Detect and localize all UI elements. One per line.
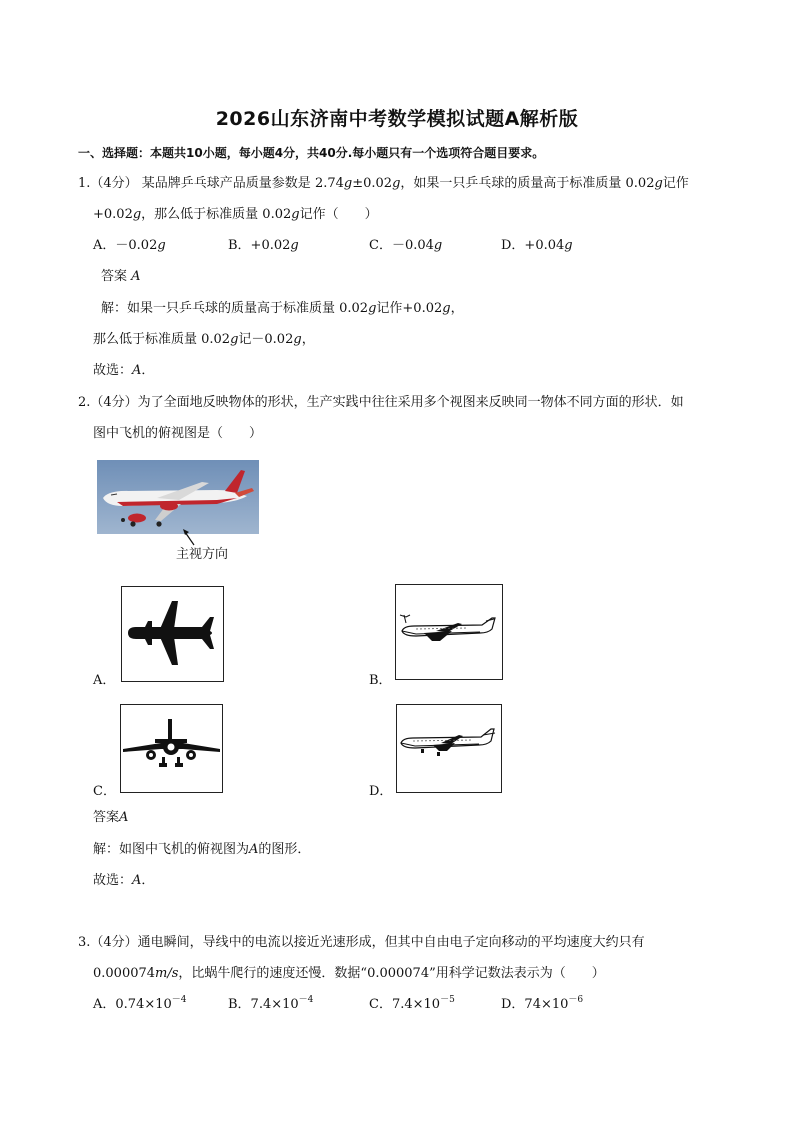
- q2-stem-line2: 图中飞机的俯视图是（ ）: [93, 426, 263, 441]
- q2-option-c-label: C．: [93, 784, 116, 799]
- airplane-top-view-icon: [122, 587, 223, 681]
- q3-stem-line1: 3.（4分）通电瞬间，导线中的电流以接近光速形成，但其中自由电子定向移动的平均速度大约只有: [78, 935, 645, 950]
- q2-option-d-label: D．: [369, 784, 393, 799]
- q3-stem-line2: 0.000074m/s，比蜗牛爬行的速度还慢．数据“0.000074”用科学记数法表示为（ ）: [93, 966, 605, 981]
- q2-choose: 故选：A．: [93, 873, 155, 888]
- q2-option-a-label: A．: [93, 673, 116, 688]
- page-title: 2026山东济南中考数学模拟试题A解析版: [215, 108, 579, 130]
- q2-solution: 解：如图中飞机的俯视图为A的图形．: [93, 842, 311, 857]
- q1-answer: 答案 A: [101, 269, 141, 284]
- option-c-figure: [120, 704, 223, 793]
- view-direction-arrow-icon: [181, 528, 197, 546]
- airplane-side-view-icon: [397, 705, 501, 792]
- q3-option-b: B．$7.4\times 10^{-4}$: [228, 995, 314, 1012]
- option-b-figure: [395, 584, 503, 680]
- q1-option-d: D．+0.04g: [501, 238, 573, 253]
- q3-option-d: D．$74\times 10^{-6}$: [501, 995, 584, 1012]
- option-a-figure: [121, 586, 224, 682]
- option-d-figure: [396, 704, 502, 793]
- q3-option-c: C．$7.4\times 10^{-5}$: [369, 995, 455, 1012]
- q1-option-a: A．－0.02g: [93, 238, 166, 253]
- q1-option-b: B．+0.02g: [228, 238, 299, 253]
- q2-stem-line1: 2.（4分）为了全面地反映物体的形状，生产实践中往往采用多个视图来反映同一物体不同方面的形状．如: [78, 395, 684, 410]
- q2-answer: 答案A: [93, 810, 129, 825]
- q1-choose: 故选：A．: [93, 363, 155, 378]
- airplane-photo: [97, 460, 259, 534]
- airplane-side-view-icon: [396, 585, 502, 679]
- q1-stem-line2: +0.02g，那么低于标准质量 0.02g记作（ ）: [93, 207, 378, 222]
- q3-option-a: A．$0.74\times 10^{-4}$: [93, 995, 187, 1012]
- section-heading: 一、选择题：本题共10小题，每小题4分，共40分.每小题只有一个选项符合题目要求。: [78, 146, 545, 160]
- airplane-front-view-icon: [121, 705, 222, 792]
- q1-option-c: C．－0.04g: [369, 238, 443, 253]
- q1-stem-line1: 1.（4分） 某品牌乒乓球产品质量参数是 2.74g±0.02g，如果一只乒乓球的质量高于标准质量 0.02g记作: [78, 176, 689, 191]
- q1-solution-line2: 那么低于标准质量 0.02g记－0.02g，: [93, 332, 315, 347]
- q1-solution-line1: 解：如果一只乒乓球的质量高于标准质量 0.02g记作+0.02g，: [101, 301, 464, 316]
- photo-caption: 主视方向: [176, 547, 229, 562]
- q2-option-b-label: B．: [369, 673, 392, 688]
